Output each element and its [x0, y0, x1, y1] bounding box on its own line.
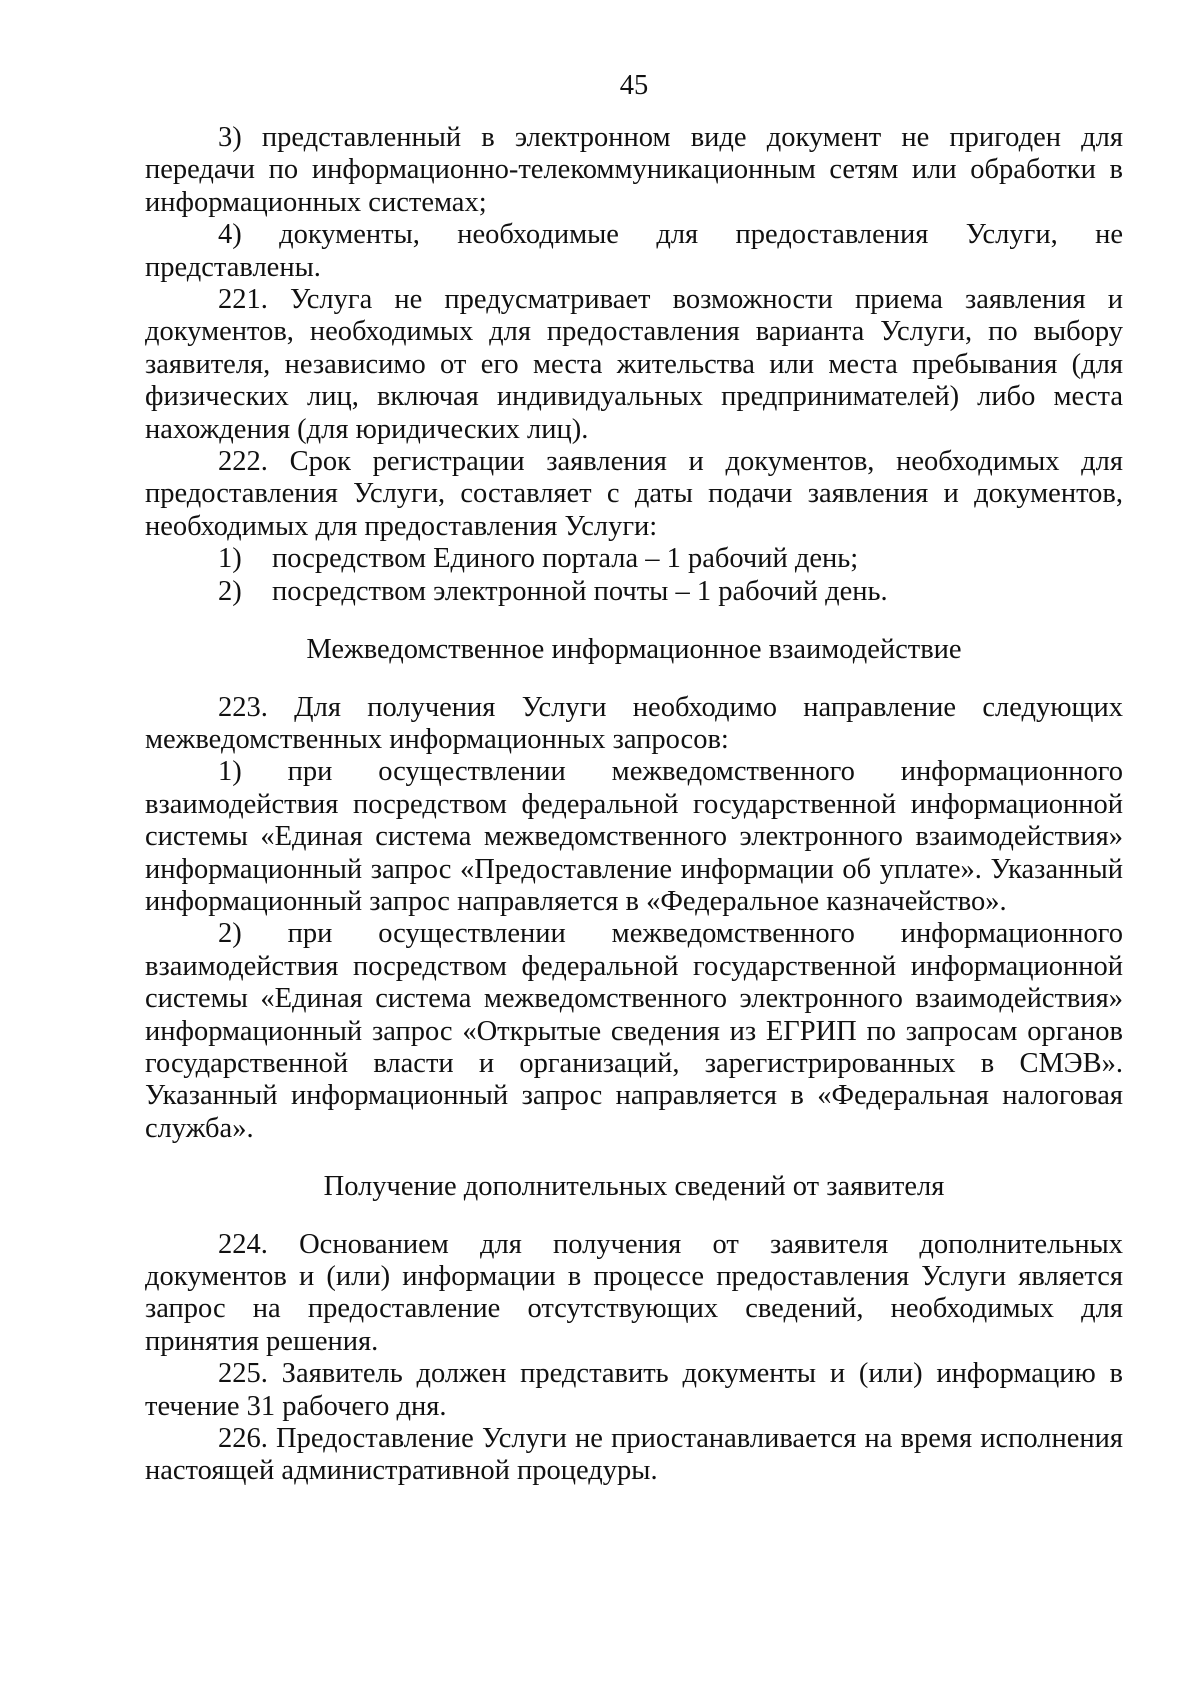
list-item-text: посредством Единого портала – 1 рабочий день;	[272, 543, 859, 575]
paragraph-item-4: 4) документы, необходимые для предоставления Услуги, не представлены.	[145, 219, 1123, 283]
list-item-portal	[145, 543, 1123, 575]
paragraph-225: 225. Заявитель должен представить документы и (или) информацию в течение 31 рабочего дня.	[145, 1358, 1123, 1422]
list-item-number: 1)	[218, 543, 242, 575]
paragraph-222: 222. Срок регистрации заявления и документов, необходимых для предоставления Услуги, составляет с даты подачи заявления и документов, необходимых для предоставления Услуги:	[145, 446, 1123, 542]
paragraph-223-item-1: 1) при осуществлении межведомственного информационного взаимодействия посредством федеральной государственной информационной системы «Единая система межведомственного электронного взаимодействия» информационный запрос «Предоставление информации об уплате». Указанный информационный запрос направляется в «Федеральное казначейство».	[145, 756, 1123, 917]
section-heading-interagency: Межведомственное информационное взаимодействие	[306, 634, 962, 666]
list-item-email	[145, 576, 1123, 608]
section-heading-additional-info: Получение дополнительных сведений от заявителя	[323, 1171, 945, 1203]
paragraph-223: 223. Для получения Услуги необходимо направление следующих межведомственных информационных запросов:	[145, 691, 1123, 755]
paragraph-item-3: 3) представленный в электронном виде документ не пригоден для передачи по информационно-телекоммуникационным сетям или обработки в информационных системах;	[145, 122, 1123, 218]
paragraph-223-item-2: 2) при осуществлении межведомственного информационного взаимодействия посредством федеральной государственной информационной системы «Единая система межведомственного электронного взаимодействия» информационный запрос «Открытые сведения из ЕГРИП по запросам органов государственной власти и организаций, зарегистрированных в СМЭВ». Указанный информационный запрос направляется в «Федеральная налоговая служба».	[145, 918, 1123, 1144]
list-item-number: 2)	[218, 575, 242, 607]
list-item-text: посредством электронной почты – 1 рабочий день.	[272, 575, 888, 607]
paragraph-226: 226. Предоставление Услуги не приостанавливается на время исполнения настоящей административной процедуры.	[145, 1423, 1123, 1487]
paragraph-224: 224. Основанием для получения от заявителя дополнительных документов и (или) информации в процессе предоставления Услуги является запрос на предоставление отсутствующих сведений, необходимых для принятия решения.	[145, 1228, 1123, 1357]
paragraph-221: 221. Услуга не предусматривает возможности приема заявления и документов, необходимых для предоставления варианта Услуги, по выбору заявителя, независимо от его места жительства или места пребывания (для физических лиц, включая индивидуальных предпринимателей) либо места нахождения (для юридических лиц).	[145, 284, 1123, 445]
document-page	[145, 66, 1123, 1488]
page-number: 45	[619, 70, 649, 101]
